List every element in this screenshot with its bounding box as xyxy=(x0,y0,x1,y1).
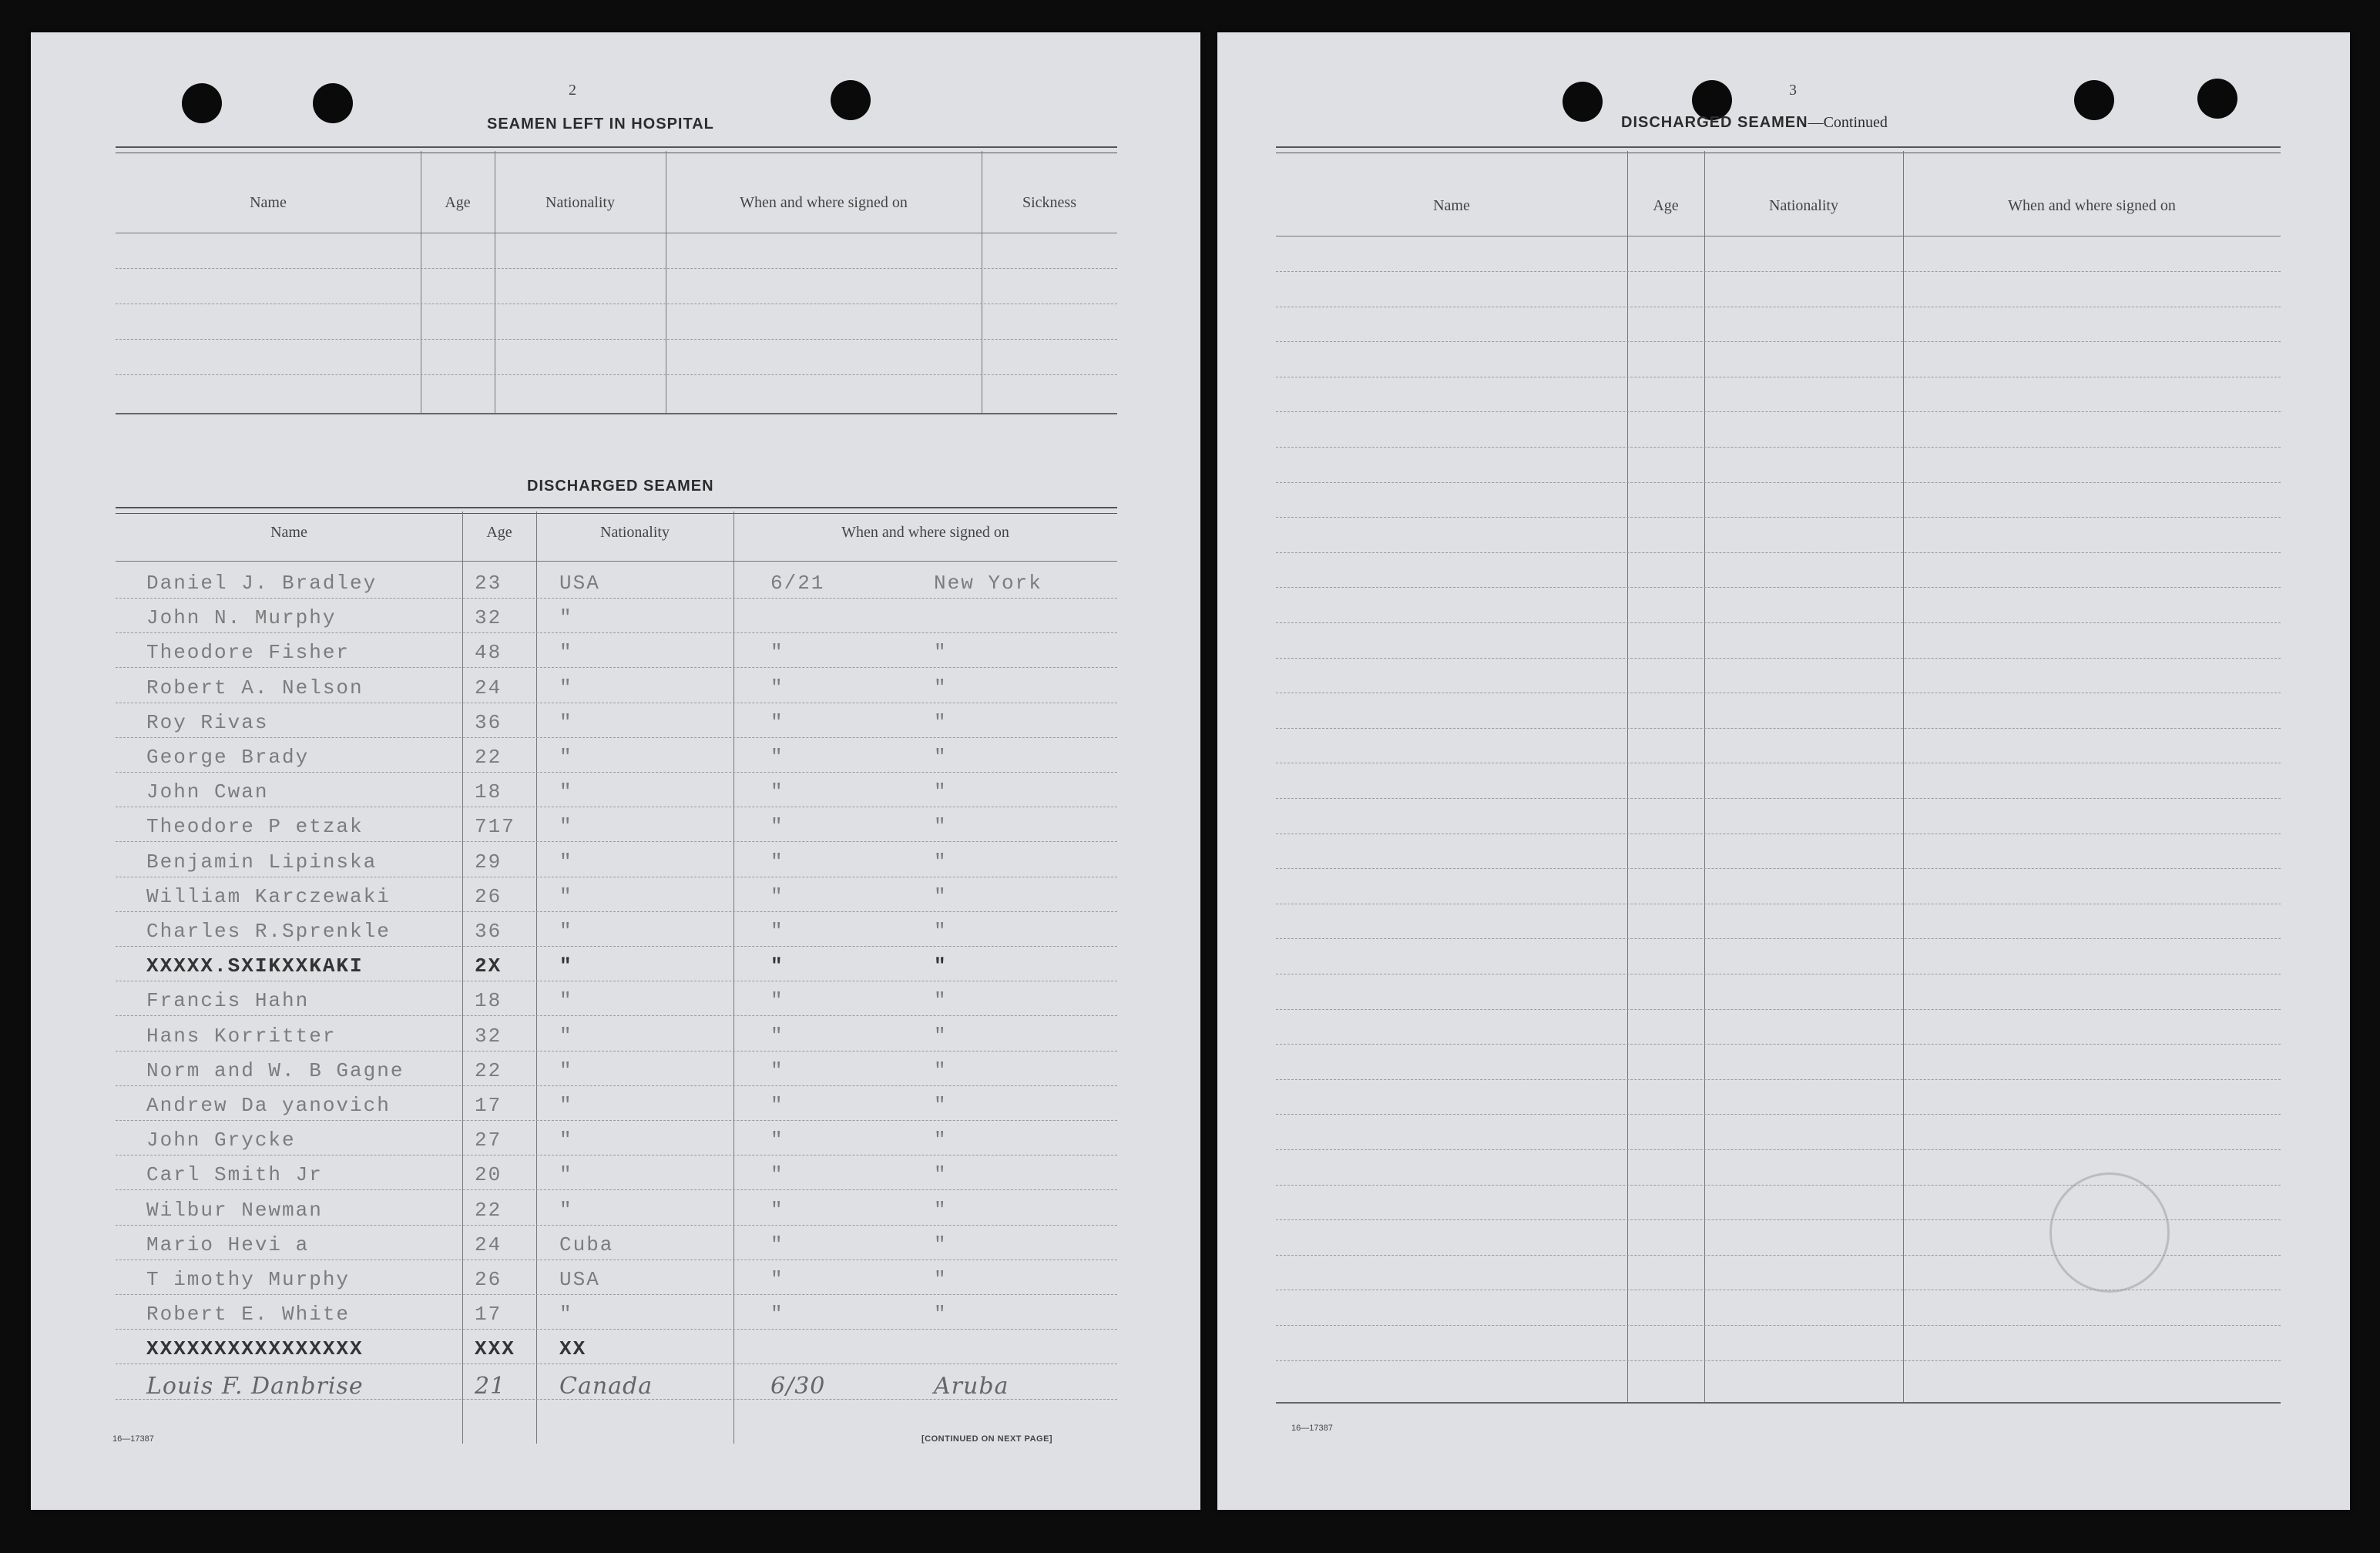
seaman-age: 27 xyxy=(475,1129,502,1152)
signed-on-date: " xyxy=(770,641,784,665)
signed-on-date: " xyxy=(770,884,784,908)
table-row xyxy=(116,774,1117,808)
discharged-continued-table xyxy=(1276,146,2281,1456)
seaman-age: 36 xyxy=(475,710,502,734)
col-header-when-where: When and where signed on xyxy=(740,194,908,211)
seaman-age: 17 xyxy=(475,1303,502,1327)
seaman-nationality: " xyxy=(559,1129,573,1152)
punch-hole xyxy=(831,80,871,120)
seaman-nationality: USA xyxy=(559,1268,600,1291)
seaman-nationality: Cuba xyxy=(559,1233,614,1256)
col-header-age: Age xyxy=(486,524,512,541)
table-row xyxy=(116,1122,1117,1156)
seaman-age: 26 xyxy=(475,884,502,908)
seaman-age: 26 xyxy=(475,1268,502,1291)
signed-on-place: " xyxy=(934,676,948,699)
table-row xyxy=(116,670,1117,704)
table-row xyxy=(116,600,1117,634)
signed-on-date: " xyxy=(770,1163,784,1187)
signed-on-place: " xyxy=(934,1094,948,1117)
seaman-nationality: " xyxy=(559,1024,573,1048)
signed-on-date: " xyxy=(770,1233,784,1256)
table-row xyxy=(116,1053,1117,1087)
signed-on-place: " xyxy=(934,1129,948,1152)
seaman-nationality: " xyxy=(559,884,573,908)
seaman-name: Charles R.Sprenkle xyxy=(146,920,391,943)
col-header-name: Name xyxy=(250,194,287,211)
seaman-age: 22 xyxy=(475,746,502,769)
table-row xyxy=(116,1157,1117,1191)
seaman-name: Wilbur Newman xyxy=(146,1198,323,1222)
table-row xyxy=(116,1018,1117,1052)
seaman-name: Robert E. White xyxy=(146,1303,351,1327)
seaman-nationality: XX xyxy=(559,1337,587,1361)
signed-on-place: " xyxy=(934,780,948,804)
signed-on-place: " xyxy=(934,1163,948,1187)
punch-hole xyxy=(2074,80,2114,120)
seaman-nationality: " xyxy=(559,710,573,734)
seaman-age: 18 xyxy=(475,780,502,804)
seaman-name: XXXXXXXXXXXXXXXX xyxy=(146,1337,364,1361)
signed-on-date: " xyxy=(770,710,784,734)
signed-on-date: " xyxy=(770,954,784,978)
right-page xyxy=(1217,32,2350,1510)
table-row xyxy=(116,1192,1117,1226)
seaman-nationality: Canada xyxy=(559,1372,653,1400)
signed-on-place: " xyxy=(934,710,948,734)
seaman-age: 24 xyxy=(475,1233,502,1256)
signed-on-place: " xyxy=(934,850,948,874)
seaman-name: Norm and W. B Gagne xyxy=(146,1058,404,1082)
seaman-age: 22 xyxy=(475,1058,502,1082)
seaman-name: John N. Murphy xyxy=(146,606,337,630)
seaman-name: XXXXX.SXIKXXKAKI xyxy=(146,954,364,978)
seaman-age: 717 xyxy=(475,815,515,839)
signed-on-place: " xyxy=(934,1198,948,1222)
seaman-name: William Karczewaki xyxy=(146,884,391,908)
col-header-name: Name xyxy=(270,524,307,541)
col-header-sickness: Sickness xyxy=(1022,194,1076,211)
seaman-age: 29 xyxy=(475,850,502,874)
discharged-table xyxy=(116,507,1117,1454)
seaman-nationality: " xyxy=(559,954,573,978)
seaman-nationality: " xyxy=(559,746,573,769)
seaman-age: 18 xyxy=(475,989,502,1013)
table-row xyxy=(116,740,1117,773)
left-page xyxy=(31,32,1200,1510)
seaman-age: 22 xyxy=(475,1198,502,1222)
punch-hole xyxy=(182,83,222,123)
seaman-name: Benjamin Lipinska xyxy=(146,850,378,874)
table-row xyxy=(116,1262,1117,1296)
continued-section-title xyxy=(1621,114,1888,132)
seaman-name: John Grycke xyxy=(146,1129,296,1152)
seaman-name: Hans Korritter xyxy=(146,1024,337,1048)
signed-on-place: " xyxy=(934,884,948,908)
seaman-age: 24 xyxy=(475,676,502,699)
col-header-name: Name xyxy=(1433,197,1470,214)
signed-on-date: " xyxy=(770,1024,784,1048)
punch-hole xyxy=(313,83,353,123)
col-header-when-where: When and where signed on xyxy=(2008,197,2176,214)
signed-on-date: " xyxy=(770,1198,784,1222)
seaman-nationality: " xyxy=(559,606,573,630)
table-row xyxy=(116,1088,1117,1122)
signed-on-date: 6/21 xyxy=(770,572,825,595)
seaman-nationality: " xyxy=(559,641,573,665)
seaman-nationality: " xyxy=(559,989,573,1013)
col-header-nationality: Nationality xyxy=(1769,197,1838,214)
table-row xyxy=(116,983,1117,1017)
page-number: 3 xyxy=(1789,82,1797,99)
seaman-name: George Brady xyxy=(146,746,310,769)
table-row xyxy=(116,1331,1117,1365)
seaman-name: Daniel J. Bradley xyxy=(146,572,378,595)
seaman-age: 21 xyxy=(475,1372,506,1400)
seaman-age: 23 xyxy=(475,572,502,595)
col-header-age: Age xyxy=(445,194,471,211)
signed-on-date: " xyxy=(770,1303,784,1327)
seaman-nationality: " xyxy=(559,920,573,943)
hospital-section-title: SEAMEN LEFT IN HOSPITAL xyxy=(487,116,714,132)
seaman-nationality: " xyxy=(559,1094,573,1117)
seaman-nationality: " xyxy=(559,1198,573,1222)
signed-on-place: " xyxy=(934,954,948,978)
table-row xyxy=(116,879,1117,913)
table-row xyxy=(116,1227,1117,1261)
signed-on-date: " xyxy=(770,780,784,804)
seaman-name: Andrew Da yanovich xyxy=(146,1094,391,1117)
signed-on-place: " xyxy=(934,920,948,943)
seaman-age: 36 xyxy=(475,920,502,943)
table-row xyxy=(116,635,1117,669)
signed-on-place: " xyxy=(934,746,948,769)
signed-on-date: " xyxy=(770,676,784,699)
signed-on-date: " xyxy=(770,815,784,839)
seaman-name: John Cwan xyxy=(146,780,269,804)
signed-on-place: " xyxy=(934,989,948,1013)
signed-on-date: " xyxy=(770,1058,784,1082)
signed-on-date: " xyxy=(770,1268,784,1291)
seaman-nationality: " xyxy=(559,815,573,839)
seaman-age: 2X xyxy=(475,954,502,978)
signed-on-place: " xyxy=(934,1058,948,1082)
seaman-name: Louis F. Danbrise xyxy=(146,1372,364,1400)
seaman-name: Theodore Fisher xyxy=(146,641,351,665)
seaman-name: Roy Rivas xyxy=(146,710,269,734)
table-row xyxy=(116,844,1117,878)
signed-on-date: " xyxy=(770,746,784,769)
seaman-name: Francis Hahn xyxy=(146,989,310,1013)
seaman-name: Carl Smith Jr xyxy=(146,1163,323,1187)
hospital-table xyxy=(116,146,1117,451)
form-code: 16—17387 xyxy=(112,1434,154,1444)
seaman-nationality: " xyxy=(559,1058,573,1082)
table-row xyxy=(116,914,1117,948)
seaman-nationality: " xyxy=(559,780,573,804)
seaman-nationality: " xyxy=(559,1163,573,1187)
form-code: 16—17387 xyxy=(1291,1424,1333,1433)
seaman-age: 48 xyxy=(475,641,502,665)
signed-on-date: " xyxy=(770,1129,784,1152)
seaman-name: Theodore P etzak xyxy=(146,815,364,839)
seaman-name: T imothy Murphy xyxy=(146,1268,351,1291)
col-header-when-where: When and where signed on xyxy=(841,524,1009,541)
punch-hole xyxy=(1563,82,1603,122)
signed-on-date: " xyxy=(770,1094,784,1117)
signed-on-place: " xyxy=(934,1268,948,1291)
signed-on-place: " xyxy=(934,1233,948,1256)
seaman-age: XXX xyxy=(475,1337,515,1361)
table-row xyxy=(116,1367,1117,1400)
table-row xyxy=(116,948,1117,982)
section-title-suffix: —Continued xyxy=(1808,114,1888,131)
signed-on-place: " xyxy=(934,1303,948,1327)
page-number: 2 xyxy=(569,82,576,99)
table-row xyxy=(116,1296,1117,1330)
seaman-age: 17 xyxy=(475,1094,502,1117)
col-header-nationality: Nationality xyxy=(600,524,670,541)
seaman-nationality: USA xyxy=(559,572,600,595)
seaman-nationality: " xyxy=(559,676,573,699)
punch-hole xyxy=(2197,79,2237,119)
section-title-main: DISCHARGED SEAMEN xyxy=(1621,114,1808,131)
signed-on-place: " xyxy=(934,1024,948,1048)
col-header-nationality: Nationality xyxy=(545,194,615,211)
signed-on-place: " xyxy=(934,641,948,665)
col-header-age: Age xyxy=(1653,197,1679,214)
discharged-section-title: DISCHARGED SEAMEN xyxy=(527,478,714,495)
signed-on-place: New York xyxy=(934,572,1042,595)
signed-on-date: " xyxy=(770,850,784,874)
table-row xyxy=(116,809,1117,843)
table-row xyxy=(116,565,1117,599)
seaman-name: Robert A. Nelson xyxy=(146,676,364,699)
seaman-nationality: " xyxy=(559,850,573,874)
signed-on-place: " xyxy=(934,815,948,839)
seaman-nationality: " xyxy=(559,1303,573,1327)
signed-on-date: " xyxy=(770,920,784,943)
signed-on-date: " xyxy=(770,989,784,1013)
continued-note: [CONTINUED ON NEXT PAGE] xyxy=(921,1434,1053,1444)
seaman-age: 32 xyxy=(475,606,502,630)
seaman-name: Mario Hevi a xyxy=(146,1233,310,1256)
table-row xyxy=(116,705,1117,739)
signed-on-place: Aruba xyxy=(934,1372,1009,1400)
seaman-age: 20 xyxy=(475,1163,502,1187)
signed-on-date: 6/30 xyxy=(770,1372,826,1400)
seaman-age: 32 xyxy=(475,1024,502,1048)
